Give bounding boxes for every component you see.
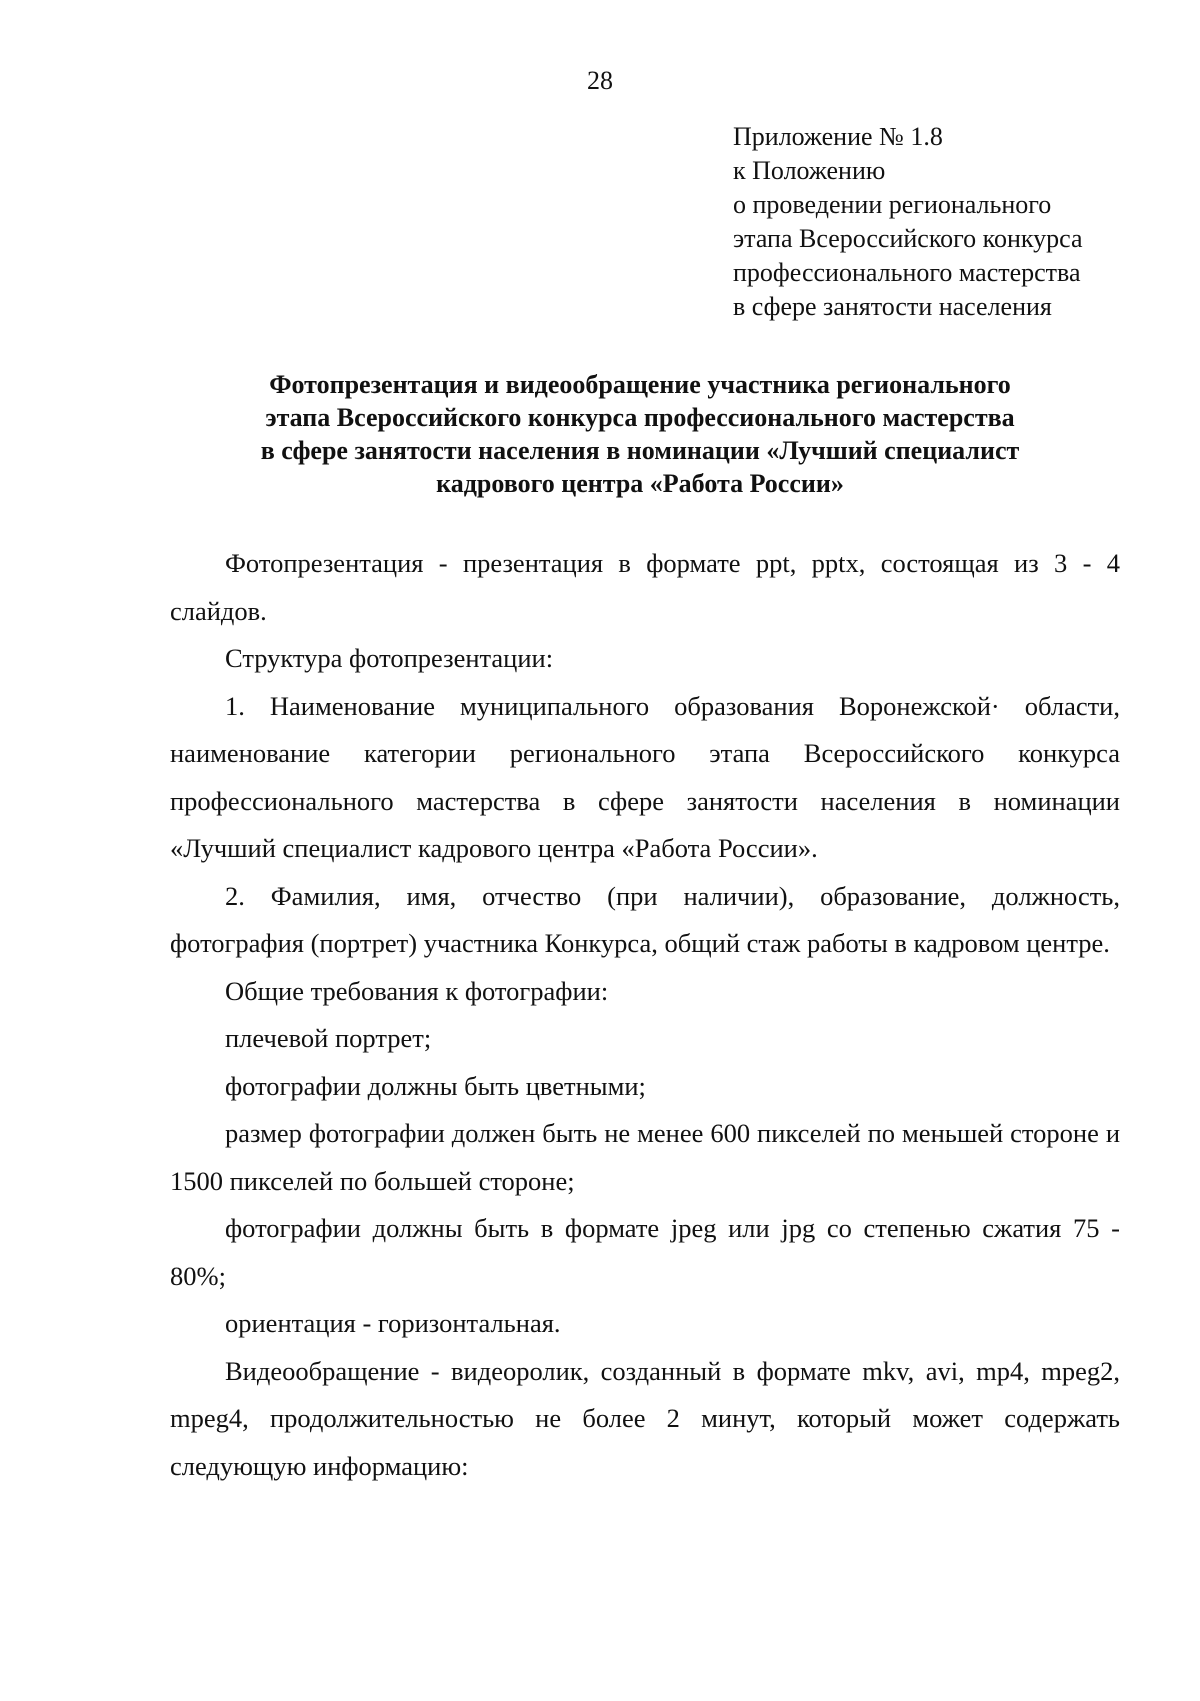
- appendix-line: в сфере занятости населения: [733, 292, 1052, 321]
- paragraph: Видеообращение - видеоролик, созданный в формате mkv, avi, mp4, mpeg2, mpeg4, продолжительностью не более 2 минут, который может содержать следующую информацию:: [170, 1355, 1120, 1481]
- title-line: в сфере занятости населения в номинации «Лучший специалист: [260, 436, 1020, 465]
- paragraph: плечевой портрет;: [225, 1023, 432, 1053]
- title-line: кадрового центра «Работа России»: [436, 469, 844, 498]
- appendix-line: к Положению: [733, 156, 886, 185]
- paragraph: Общие требования к фотографии:: [225, 975, 609, 1006]
- paragraph: 2. Фамилия, имя, отчество (при наличии), образование, должность, фотография (портрет) участника Конкурса, общий стаж работы в кадровом центре.: [170, 880, 1120, 958]
- paragraph: Фотопрезентация - презентация в формате ppt, pptx, состоящая из 3 - 4 слайдов.: [170, 548, 1120, 626]
- paragraph: фотографии должны быть в формате jpeg или jpg со степенью сжатия 75 - 80%;: [170, 1213, 1120, 1291]
- paragraph: размер фотографии должен быть не менее 600 пикселей по меньшей стороне и 1500 пикселей по большей стороне;: [170, 1118, 1120, 1196]
- paragraph: фотографии должны быть цветными;: [225, 1070, 646, 1101]
- title-line: этапа Всероссийского конкурса профессионального мастерства: [265, 403, 1015, 432]
- appendix-line: о проведении регионального: [733, 190, 1052, 219]
- appendix-reference: [733, 120, 1173, 324]
- appendix-line: профессионального мастерства: [733, 258, 1081, 287]
- appendix-line: этапа Всероссийского конкурса: [733, 224, 1083, 253]
- page-number: 28: [587, 66, 613, 95]
- document-title: [170, 368, 1110, 500]
- title-line: Фотопрезентация и видеообращение участника регионального: [269, 370, 1011, 399]
- document-body: [170, 540, 1120, 1490]
- paragraph: Структура фотопрезентации:: [225, 643, 554, 673]
- paragraph: ориентация - горизонтальная.: [225, 1308, 561, 1338]
- paragraph: 1. Наименование муниципального образования Воронежской· области, наименование категории регионального этапа Всероссийского конкурса профессионального мастерства в сфере занятости населения в номинации «Лучший специалист кадрового центра «Работа России».: [170, 690, 1120, 863]
- appendix-line: Приложение № 1.8: [733, 122, 943, 151]
